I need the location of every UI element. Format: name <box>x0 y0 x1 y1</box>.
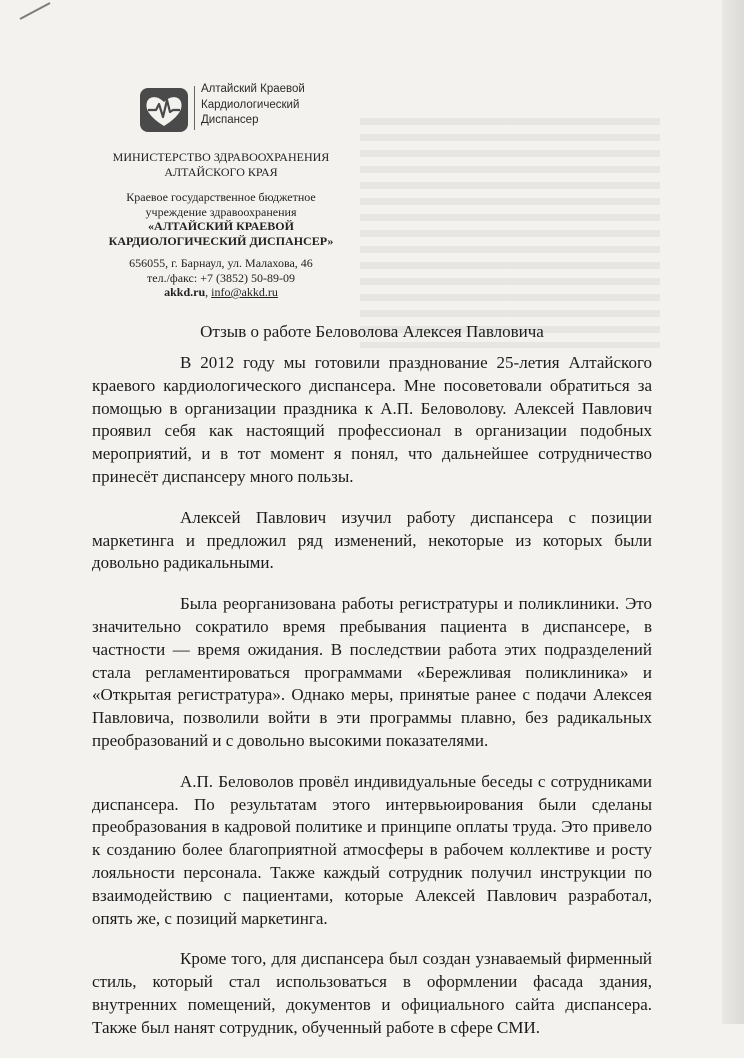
org-brand-line: Диспансер <box>201 114 259 126</box>
pen-mark <box>20 2 51 20</box>
letter-paragraph: Кроме того, для диспансера был создан узнаваемый фирменный стиль, который стал использоваться в оформлении фасада здания, внутренних помещений, документов и официального сайта диспансера. Также был нанят сотрудник, обученный работе в сфере СМИ. <box>92 949 652 1037</box>
letter-body <box>92 352 652 1058</box>
letter-title: Отзыв о работе Беловолова Алексея Павловича <box>200 322 544 341</box>
bleed-through-text <box>360 118 660 348</box>
institution-line: Краевое государственное бюджетное <box>126 190 316 204</box>
institution-line: учреждение здравоохранения <box>145 204 297 219</box>
phone-fax: тел./факс: +7 (3852) 50-89-09 <box>147 270 295 285</box>
letter-paragraph: Была реорганизована работы регистратуры и поликлиники. Это значительно сократило время пребывания пациента в диспансере, в частности — время ожидания. В последствии работа этих подразделений стала регламентироваться программами «Бережливая поликлиника» и «Открытая регистратура». Однако меры, принятые ранее с подачи Алексея Павловича, позволили войти в эти программы плавно, без радикальных преобразований и с довольно высокими показателями. <box>92 594 652 750</box>
institution-line: «АЛТАЙСКИЙ КРАЕВОЙ <box>148 219 294 233</box>
letter-paragraph: А.П. Беловолов провёл индивидуальные беседы с сотрудниками диспансера. По результатам этого интервьюирования были сделаны преобразования в кадровой политике и принципе оплаты труда. Это привело к созданию более благоприятной атмосферы в рабочем коллективе и росту лояльности персонала. Также каждый сотрудник получил инструкции по взаимодействию с пациентами, которые Алексей Павлович разработал, опять же, с позиций маркетинга. <box>92 771 652 928</box>
letter-paragraph: Алексей Павлович изучил работу диспансера с позиции маркетинга и предложил ряд изменений, некоторые из которых были довольно радикальными. <box>92 507 652 573</box>
ministry-line: АЛТАЙСКОГО КРАЯ <box>164 164 278 179</box>
institution-line: КАРДИОЛОГИЧЕСКИЙ ДИСПАНСЕР» <box>108 233 334 248</box>
institution-name <box>98 190 344 248</box>
email-link[interactable]: info@akkd.ru <box>211 285 278 299</box>
website: akkd.ru <box>164 285 206 299</box>
heart-logo-icon <box>138 86 190 134</box>
contact-block: 656055, г. Барнаул, ул. Малахова, 46 тел./факс: +7 (3852) 50-89-09 akkd.ru, info@akkd.ru <box>116 256 326 300</box>
scan-edge <box>722 0 744 1024</box>
letter-paragraph: В 2012 году мы готовили празднование 25-летия Алтайского краевого кардиологического диспансера. Мне посоветовали обратиться за помощью в организации праздника к А.П. Беловолову. Алексей Павлович проявил себя как настоящий профессионал в организации подобных мероприятий, и в тот момент я понял, что дальнейшее сотрудничество принесёт диспансеру много пользы. <box>92 353 652 486</box>
postal-address: 656055, г. Барнаул, ул. Малахова, 46 <box>129 256 313 270</box>
org-brand-line: Кардиологический <box>201 98 300 111</box>
org-brand-name <box>201 82 305 129</box>
org-brand-line: Алтайский Краевой <box>201 83 305 95</box>
logo-divider <box>194 86 195 130</box>
ministry-line: МИНИСТЕРСТВО ЗДРАВООХРАНЕНИЯ <box>112 150 330 164</box>
ministry-name <box>100 150 342 179</box>
